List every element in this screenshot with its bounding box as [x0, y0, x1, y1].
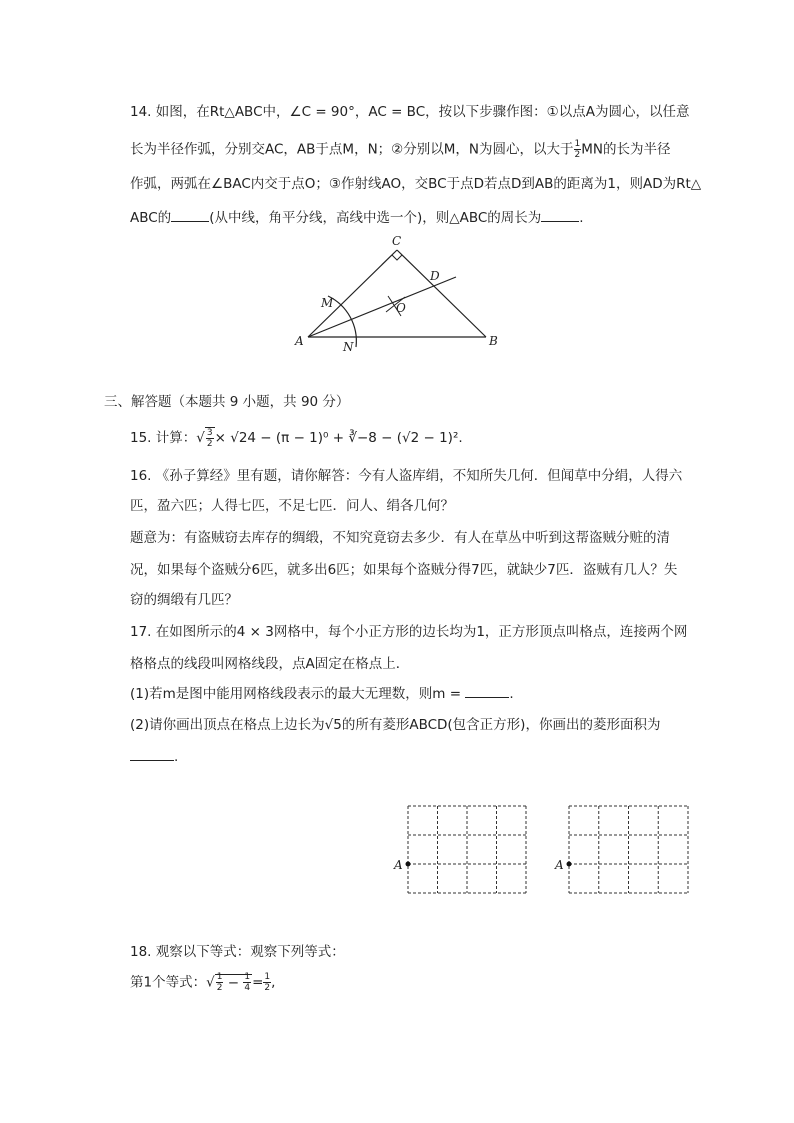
fraction — [243, 972, 251, 993]
q14-line-4-b: (从中线，角平分线，高线中选一个)，则△ABC的周长为 — [209, 210, 542, 226]
frac-numerator: 1 — [264, 972, 271, 982]
q17-line-4 — [130, 716, 660, 734]
grid-figure-2 — [552, 800, 692, 900]
label-d: D — [430, 269, 440, 283]
label-a: A — [295, 334, 304, 348]
frac-denominator: 2 — [216, 983, 223, 993]
radical-fraction — [205, 427, 215, 449]
label-c: C — [392, 234, 402, 248]
q18-prefix: 第1个等式： — [130, 974, 207, 991]
q17-line-2: 格格点的线段叫网格线段，点A固定在格点上． — [130, 656, 410, 672]
q15-prefix: 15. 计算： — [130, 430, 197, 446]
q17-line-4-b: 的所有菱形ABCD(包含正方形)，你画出的菱形面积为 — [341, 717, 661, 733]
right-angle-mark — [392, 255, 402, 260]
q16-line-2: 匹，盈六匹；人得七匹，不足七匹．问人、绢各几何？ — [130, 498, 454, 514]
triangle-figure — [290, 232, 510, 352]
q17-line-5-end: . — [174, 749, 179, 765]
q17-line-3-a: (1)若m是图中能用网格线段表示的最大无理数，则m = — [130, 686, 462, 702]
q16-line-1: 16. 《孙子算经》里有题，请你解答：今有人盗库绢，不知所失几何．但闻草中分绢，人得六 — [130, 468, 683, 484]
q17-line-3-b: . — [509, 686, 514, 702]
q17-line-1: 17. 在如图所示的4 × 3网格中，每个小正方形的边长均为1，正方形顶点叫格点，连接两个网 — [130, 624, 688, 640]
segment-ac — [308, 250, 397, 337]
answer-blank[interactable] — [171, 209, 209, 222]
answer-blank[interactable] — [130, 748, 174, 761]
grid-figure-1 — [392, 800, 532, 900]
section-title: 三、解答题（本题共 9 小题，共 90 分） — [104, 394, 350, 410]
fraction — [263, 972, 271, 993]
q18-line-2 — [130, 972, 275, 993]
frac-numerator: 1 — [216, 972, 223, 982]
frac-denominator: 2 — [574, 150, 581, 160]
sqrt-symbol: √ — [206, 974, 215, 991]
equals-sign: = — [252, 974, 264, 991]
answer-blank[interactable] — [465, 685, 509, 698]
q16-line-3: 题意为：有盗贼窃去库存的绸缎，不知究竟窃去多少．有人在草丛中听到这帮盗贼分赃的清 — [130, 530, 670, 546]
sqrt-five: √5 — [324, 717, 342, 733]
sqrt-symbol: √ — [196, 430, 205, 446]
q14-line-3: 作弧，两弧在∠BAC内交于点O；③作射线AO，交BC于点D若点D到AB的距离为1，则AD为Rt△ — [130, 176, 702, 192]
frac-numerator: 3 — [206, 428, 213, 438]
answer-blank[interactable] — [541, 209, 579, 222]
label-m: M — [321, 296, 334, 310]
point-a-label: A — [555, 858, 564, 872]
q17-line-4-a: (2)请你画出顶点在格点上边长为 — [130, 717, 325, 733]
label-o: O — [396, 301, 406, 315]
point-a — [406, 862, 411, 867]
frac-denominator: 2 — [206, 439, 213, 449]
q17-line-3 — [130, 685, 514, 703]
segment-bc — [397, 250, 486, 337]
q16-line-4: 况，如果每个盗贼分6匹，就多出6匹；如果每个盗贼分得7匹，就缺少7匹．盗贼有几人？失 — [130, 562, 678, 578]
q14-line-4 — [130, 209, 584, 227]
q18-line-1: 18. 观察以下等式：观察下列等式： — [130, 944, 345, 960]
frac-denominator: 4 — [244, 983, 251, 993]
q14-line-4-c: . — [579, 210, 584, 226]
radicand — [215, 974, 252, 991]
fraction — [216, 972, 224, 993]
q14-line-4-a: ABC的 — [130, 210, 172, 226]
q14-line-2-a: 长为半径作弧，分别交AC，AB于点M，N；②分别以M，N为圆心，以大于 — [130, 141, 574, 158]
q15-line — [130, 427, 463, 449]
q14-line-1: 14. 如图，在Rt△ABC中，∠C = 90°，AC = BC，按以下步骤作图：①以点A为圆心，以任意 — [130, 104, 690, 120]
comma: , — [271, 974, 276, 991]
q16-line-5: 窃的绸缎有几匹？ — [130, 592, 238, 608]
label-b: B — [489, 334, 498, 348]
point-a — [567, 862, 572, 867]
frac-denominator: 2 — [264, 983, 271, 993]
minus-sign: − — [227, 974, 240, 991]
label-n: N — [343, 340, 354, 352]
q14-line-2-b: MN的长为半径 — [581, 141, 671, 158]
point-a-label: A — [394, 858, 403, 872]
q15-part-2: × √24 − (π − 1)⁰ + ∛−8 − (√2 − 1)². — [214, 430, 463, 446]
q14-line-2 — [130, 139, 671, 160]
q17-line-5 — [130, 748, 178, 766]
frac-numerator: 1 — [244, 972, 251, 982]
frac-numerator: 1 — [574, 139, 581, 149]
